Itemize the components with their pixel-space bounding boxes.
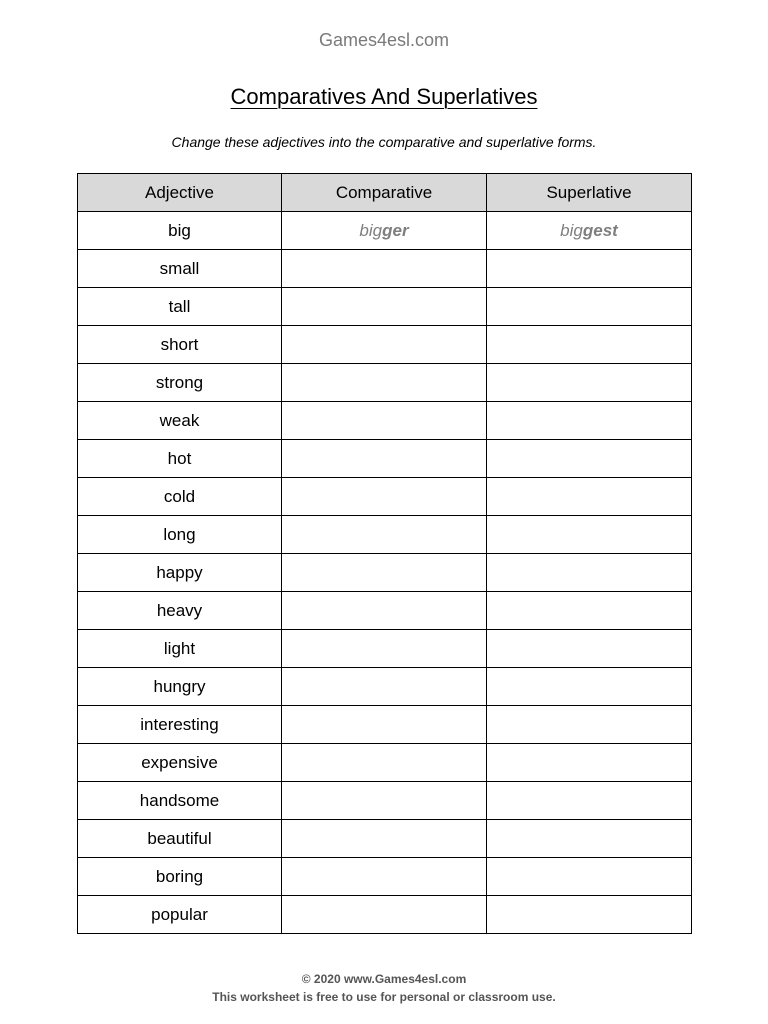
site-name: Games4esl.com (318, 30, 450, 50)
superlative-suffix: gest (582, 220, 618, 240)
comparative-answer-cell[interactable] (282, 858, 487, 896)
comparative-answer-cell[interactable] (282, 630, 487, 668)
table-row (78, 782, 692, 820)
adjective-cell: tall (78, 288, 282, 326)
table-row (78, 288, 692, 326)
comparative-suffix: ger (382, 220, 409, 240)
comparative-answer-cell[interactable] (282, 706, 487, 744)
table-row (78, 440, 692, 478)
page-title (0, 84, 768, 110)
adjective-cell: short (78, 326, 282, 364)
comparative-answer-cell[interactable] (282, 744, 487, 782)
adjective-cell: hot (78, 440, 282, 478)
comparative-stem: big (359, 220, 383, 240)
table-row (78, 478, 692, 516)
adjective-cell: happy (78, 554, 282, 592)
adjective-cell: expensive (78, 744, 282, 782)
table-row (78, 630, 692, 668)
superlative-answer-cell[interactable] (487, 630, 692, 668)
superlative-stem: big (560, 220, 583, 240)
comparative-answer-cell[interactable] (282, 668, 487, 706)
superlative-answer-cell[interactable] (487, 364, 692, 402)
superlative-answer-cell[interactable] (487, 516, 692, 554)
comparative-answer-cell[interactable] (282, 820, 487, 858)
table-row (78, 592, 692, 630)
superlative-answer-cell[interactable] (487, 592, 692, 630)
comparative-answer-cell[interactable] (282, 326, 487, 364)
worksheet-table (77, 173, 692, 934)
comparative-answer-cell[interactable] (282, 402, 487, 440)
comparative-answer-cell[interactable] (282, 782, 487, 820)
comparative-answer-cell[interactable] (282, 478, 487, 516)
adjective-cell: big (78, 212, 282, 250)
adjective-cell: small (78, 250, 282, 288)
superlative-answer-cell[interactable] (487, 250, 692, 288)
superlative-answer-cell[interactable] (487, 478, 692, 516)
adjective-cell: cold (78, 478, 282, 516)
comparative-answer-cell[interactable] (282, 364, 487, 402)
superlative-answer-cell[interactable] (487, 554, 692, 592)
table-row (78, 858, 692, 896)
adjective-cell: beautiful (78, 820, 282, 858)
adjective-cell: strong (78, 364, 282, 402)
adjective-cell: boring (78, 858, 282, 896)
adjective-cell: handsome (78, 782, 282, 820)
column-header-superlative: Superlative (487, 174, 692, 212)
superlative-answer-cell[interactable] (487, 288, 692, 326)
table-row (78, 896, 692, 934)
superlative-answer-cell[interactable] (487, 782, 692, 820)
adjective-cell: heavy (78, 592, 282, 630)
table-row (78, 402, 692, 440)
superlative-answer-cell[interactable] (487, 744, 692, 782)
column-header-adjective: Adjective (78, 174, 282, 212)
superlative-answer-cell[interactable] (487, 896, 692, 934)
column-header-comparative: Comparative (282, 174, 487, 212)
example-row (78, 212, 692, 250)
adjective-cell: weak (78, 402, 282, 440)
superlative-answer-cell[interactable] (487, 402, 692, 440)
comparative-answer-cell[interactable] (282, 896, 487, 934)
instructions: Change these adjectives into the comparative and superlative forms. (171, 134, 597, 150)
usage-note: This worksheet is free to use for personal or classroom use. (212, 990, 556, 1004)
comparative-answer-cell[interactable] (282, 554, 487, 592)
comparative-answer-cell[interactable] (282, 440, 487, 478)
comparative-answer-cell[interactable] (282, 592, 487, 630)
comparative-answer-cell[interactable] (282, 516, 487, 554)
superlative-answer-cell[interactable] (487, 706, 692, 744)
comparative-answer-cell[interactable] (282, 250, 487, 288)
table-row (78, 706, 692, 744)
adjective-cell: popular (78, 896, 282, 934)
superlative-answer-cell[interactable] (487, 326, 692, 364)
copyright: © 2020 www.Games4esl.com (301, 972, 467, 986)
table-row (78, 668, 692, 706)
superlative-example (487, 212, 692, 250)
table-row (78, 516, 692, 554)
table-row (78, 250, 692, 288)
superlative-answer-cell[interactable] (487, 858, 692, 896)
table-row (78, 364, 692, 402)
comparative-answer-cell[interactable] (282, 288, 487, 326)
superlative-answer-cell[interactable] (487, 440, 692, 478)
header-row (78, 174, 692, 212)
title-text: Comparatives And Superlatives (230, 84, 538, 109)
table-row (78, 326, 692, 364)
comparative-example (282, 212, 487, 250)
table-row (78, 554, 692, 592)
adjective-cell: long (78, 516, 282, 554)
adjective-cell: light (78, 630, 282, 668)
superlative-answer-cell[interactable] (487, 668, 692, 706)
adjective-cell: hungry (78, 668, 282, 706)
superlative-answer-cell[interactable] (487, 820, 692, 858)
table-row (78, 744, 692, 782)
table-row (78, 820, 692, 858)
adjective-cell: interesting (78, 706, 282, 744)
